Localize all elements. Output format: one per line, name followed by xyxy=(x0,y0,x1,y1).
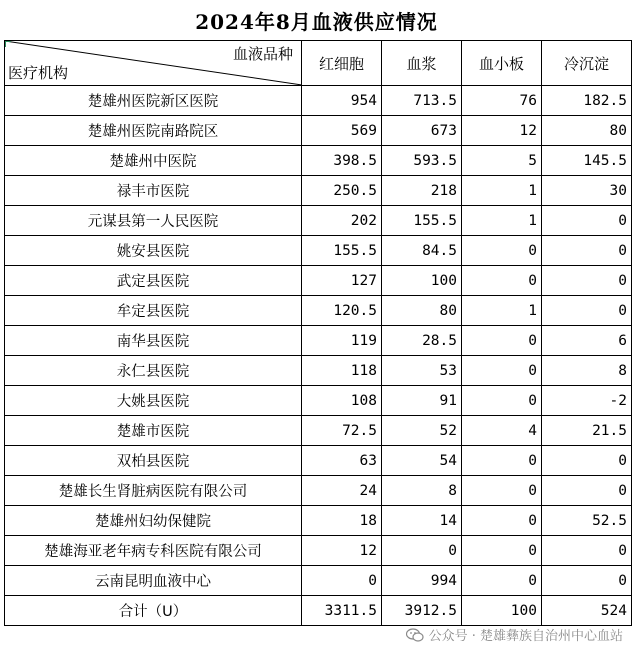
value-cryo: 0 xyxy=(542,566,632,596)
institution-name: 楚雄州医院南路院区 xyxy=(5,116,302,146)
column-header-cryo: 冷沉淀 xyxy=(542,41,632,86)
value-platelets: 100 xyxy=(462,596,542,626)
value-red-cells: 24 xyxy=(302,476,382,506)
value-red-cells: 18 xyxy=(302,506,382,536)
table-row xyxy=(5,506,632,536)
table-row xyxy=(5,356,632,386)
value-plasma: 593.5 xyxy=(382,146,462,176)
institution-name: 永仁县医院 xyxy=(5,356,302,386)
corner-label-blood-type: 血液品种 xyxy=(232,45,293,63)
value-plasma: 80 xyxy=(382,296,462,326)
value-plasma: 100 xyxy=(382,266,462,296)
value-cryo: 0 xyxy=(542,476,632,506)
value-cryo: 6 xyxy=(542,326,632,356)
value-platelets: 1 xyxy=(462,296,542,326)
value-platelets: 0 xyxy=(462,266,542,296)
column-header-plasma: 血浆 xyxy=(382,41,462,86)
table-row xyxy=(5,116,632,146)
table-row xyxy=(5,236,632,266)
column-header-platelets: 血小板 xyxy=(462,41,542,86)
institution-name: 大姚县医院 xyxy=(5,386,302,416)
table-row xyxy=(5,386,632,416)
table-row xyxy=(5,416,632,446)
value-cryo: 182.5 xyxy=(542,86,632,116)
institution-name: 双柏县医院 xyxy=(5,446,302,476)
value-platelets: 0 xyxy=(462,356,542,386)
value-plasma: 28.5 xyxy=(382,326,462,356)
value-plasma: 53 xyxy=(382,356,462,386)
table-row xyxy=(5,86,632,116)
value-red-cells: 569 xyxy=(302,116,382,146)
value-cryo: 80 xyxy=(542,116,632,146)
watermark-text: 公众号 · 楚雄彝族自治州中心血站 xyxy=(428,629,623,644)
value-cryo: 52.5 xyxy=(542,506,632,536)
institution-name: 云南昆明血液中心 xyxy=(5,566,302,596)
value-cryo: 0 xyxy=(542,236,632,266)
value-red-cells: 119 xyxy=(302,326,382,356)
value-cryo: 524 xyxy=(542,596,632,626)
value-cryo: 30 xyxy=(542,176,632,206)
page-title: 2024年8月血液供应情况 xyxy=(195,10,438,34)
table-row xyxy=(5,176,632,206)
value-cryo: 21.5 xyxy=(542,416,632,446)
total-label: 合计（U） xyxy=(5,596,302,626)
table-row xyxy=(5,296,632,326)
value-platelets: 0 xyxy=(462,536,542,566)
value-platelets: 0 xyxy=(462,566,542,596)
value-cryo: 145.5 xyxy=(542,146,632,176)
value-platelets: 0 xyxy=(462,326,542,356)
value-platelets: 5 xyxy=(462,146,542,176)
institution-name: 元谋县第一人民医院 xyxy=(5,206,302,236)
institution-name: 楚雄州妇幼保健院 xyxy=(5,506,302,536)
value-plasma: 52 xyxy=(382,416,462,446)
corner-header-cell xyxy=(5,41,302,86)
value-red-cells: 0 xyxy=(302,566,382,596)
table-row xyxy=(5,476,632,506)
value-red-cells: 63 xyxy=(302,446,382,476)
institution-name: 楚雄州中医院 xyxy=(5,146,302,176)
value-plasma: 0 xyxy=(382,536,462,566)
value-plasma: 218 xyxy=(382,176,462,206)
value-plasma: 994 xyxy=(382,566,462,596)
value-plasma: 673 xyxy=(382,116,462,146)
header-row xyxy=(5,41,632,86)
table-row xyxy=(5,146,632,176)
value-plasma: 84.5 xyxy=(382,236,462,266)
value-cryo: 0 xyxy=(542,446,632,476)
value-red-cells: 12 xyxy=(302,536,382,566)
table-row xyxy=(5,566,632,596)
watermark xyxy=(406,625,623,644)
value-platelets: 0 xyxy=(462,506,542,536)
value-red-cells: 127 xyxy=(302,266,382,296)
table-row xyxy=(5,536,632,566)
value-plasma: 713.5 xyxy=(382,86,462,116)
value-plasma: 14 xyxy=(382,506,462,536)
table-row xyxy=(5,326,632,356)
value-platelets: 4 xyxy=(462,416,542,446)
table-row xyxy=(5,266,632,296)
institution-name: 楚雄市医院 xyxy=(5,416,302,446)
value-red-cells: 202 xyxy=(302,206,382,236)
institution-name: 楚雄长生肾脏病医院有限公司 xyxy=(5,476,302,506)
value-plasma: 54 xyxy=(382,446,462,476)
value-plasma: 155.5 xyxy=(382,206,462,236)
cell-corner-marker xyxy=(5,41,11,47)
value-cryo: 0 xyxy=(542,266,632,296)
corner-label-institution: 医疗机构 xyxy=(8,64,69,82)
value-red-cells: 118 xyxy=(302,356,382,386)
institution-name: 南华县医院 xyxy=(5,326,302,356)
value-platelets: 0 xyxy=(462,236,542,266)
value-cryo: 0 xyxy=(542,536,632,566)
table-row xyxy=(5,446,632,476)
value-plasma: 8 xyxy=(382,476,462,506)
value-red-cells: 398.5 xyxy=(302,146,382,176)
value-platelets: 1 xyxy=(462,206,542,236)
institution-name: 禄丰市医院 xyxy=(5,176,302,206)
value-cryo: 0 xyxy=(542,206,632,236)
blood-supply-table xyxy=(4,40,632,626)
value-cryo: 8 xyxy=(542,356,632,386)
value-plasma: 3912.5 xyxy=(382,596,462,626)
total-row xyxy=(5,596,632,626)
value-red-cells: 155.5 xyxy=(302,236,382,266)
column-header-red-cells: 红细胞 xyxy=(302,41,382,86)
institution-name: 牟定县医院 xyxy=(5,296,302,326)
wechat-icon xyxy=(406,628,424,642)
value-platelets: 12 xyxy=(462,116,542,146)
value-red-cells: 72.5 xyxy=(302,416,382,446)
value-red-cells: 250.5 xyxy=(302,176,382,206)
institution-name: 楚雄州医院新区医院 xyxy=(5,86,302,116)
institution-name: 武定县医院 xyxy=(5,266,302,296)
value-red-cells: 108 xyxy=(302,386,382,416)
value-platelets: 0 xyxy=(462,446,542,476)
value-platelets: 0 xyxy=(462,476,542,506)
value-red-cells: 120.5 xyxy=(302,296,382,326)
value-red-cells: 3311.5 xyxy=(302,596,382,626)
institution-name: 姚安县医院 xyxy=(5,236,302,266)
value-cryo: -2 xyxy=(542,386,632,416)
institution-name: 楚雄海亚老年病专科医院有限公司 xyxy=(5,536,302,566)
value-platelets: 76 xyxy=(462,86,542,116)
value-platelets: 0 xyxy=(462,386,542,416)
value-red-cells: 954 xyxy=(302,86,382,116)
value-cryo: 0 xyxy=(542,296,632,326)
table-body xyxy=(5,86,632,626)
table-row xyxy=(5,206,632,236)
value-platelets: 1 xyxy=(462,176,542,206)
value-plasma: 91 xyxy=(382,386,462,416)
